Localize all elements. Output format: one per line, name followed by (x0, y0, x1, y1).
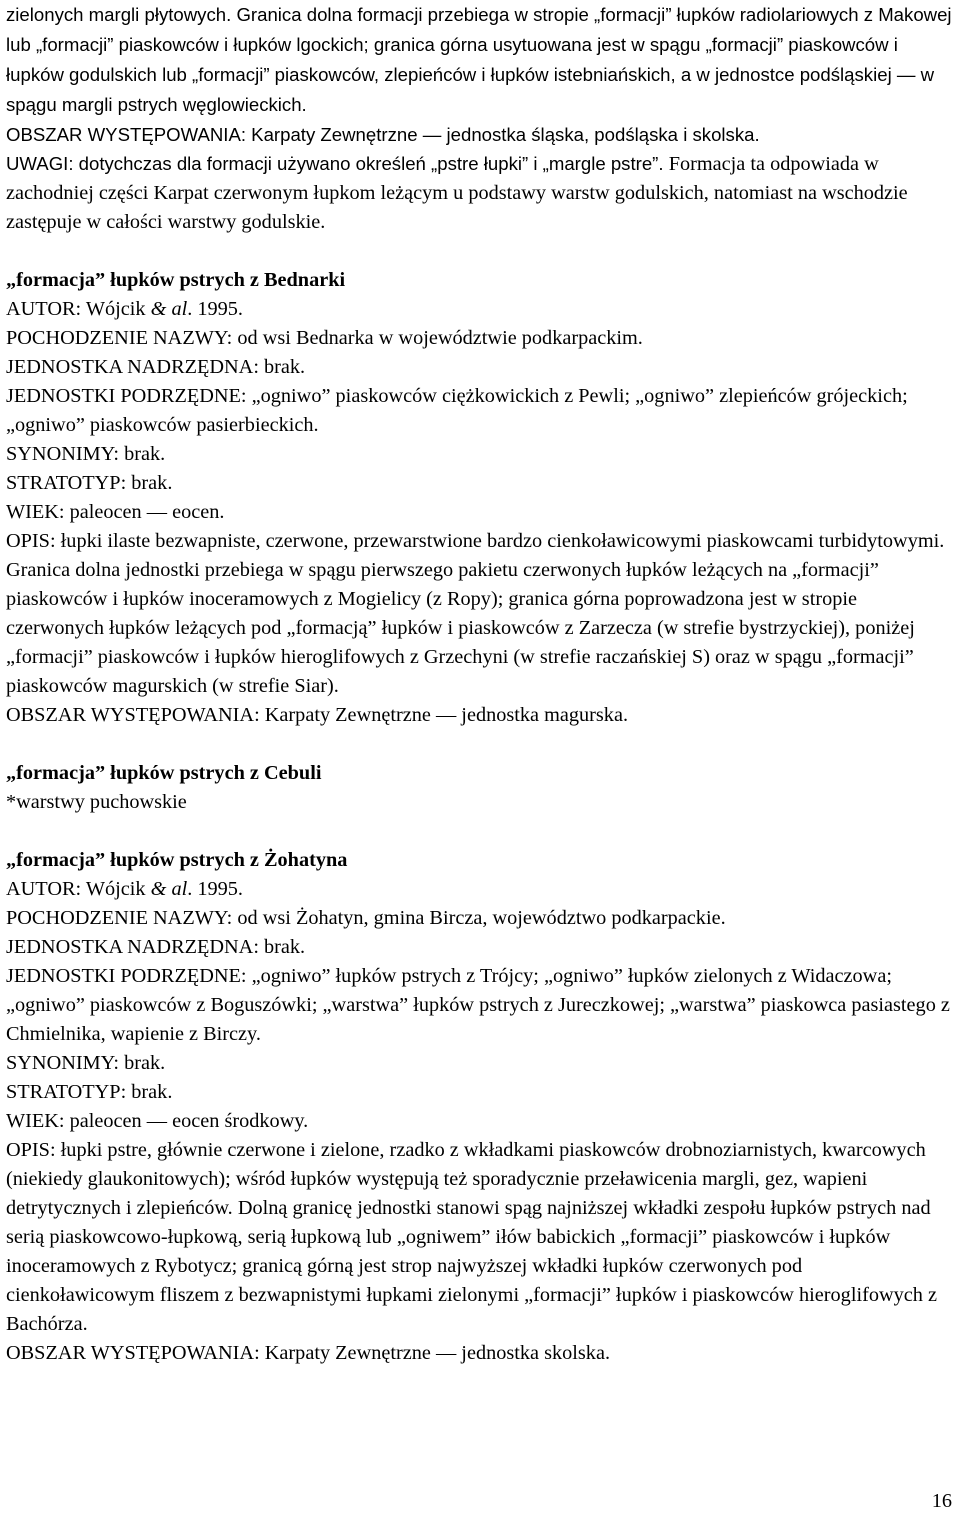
entry3-parent-unit: JEDNOSTKA NADRZĘDNA: brak. (6, 936, 306, 958)
page-number: 16 (931, 1490, 952, 1512)
entry3-subunits: JEDNOSTKI PODRZĘDNE: „ogniwo” łupków pstrych z Trójcy; „ogniwo” łupków zielonych z Widaczowa; „ogniwo” piaskowców z Boguszówki; „warstwa” łupków pstrych z Jureczkowej; „warstwa” piaskowca pasiastego z Chmielnika, wapienie z Birczy. (6, 965, 950, 1045)
entry3-synonyms: SYNONIMY: brak. (6, 1052, 166, 1074)
entry1-parent-unit: JEDNOSTKA NADRZĘDNA: brak. (6, 356, 306, 378)
entry1-stratotype: STRATOTYP: brak. (6, 472, 173, 494)
entry1-age: WIEK: paleocen — eocen. (6, 501, 225, 523)
author-etal: & al (150, 878, 188, 900)
entry-title-zohatyn: „formacja” łupków pstrych z Żohatyna (6, 849, 348, 871)
entry3-author (6, 875, 952, 904)
intro-occurrence-area: OBSZAR WYSTĘPOWANIA: Karpaty Zewnętrzne — jednostka śląska, podśląska i skolska. (6, 124, 760, 145)
entry3-occurrence-area: OBSZAR WYSTĘPOWANIA: Karpaty Zewnętrzne — jednostka skolska. (6, 1342, 611, 1364)
entry3-age: WIEK: paleocen — eocen środkowy. (6, 1110, 309, 1132)
entry1-description (6, 527, 952, 701)
author-label: AUTOR: Wójcik (6, 298, 151, 320)
author-etal: & al (150, 298, 188, 320)
document-page (6, 0, 952, 1368)
author-year: . 1995. (187, 298, 243, 320)
description-text-b: Granica dolna jednostki przebiega w spągu pierwszego pakietu czerwonych łupków leżących na „formacji” piaskowców i łupków inoceramowych z Mogielicy (z Ropy); granica górna poprowadzona jest w stropie czerwonych łupków leżących pod „formacją” łupków i piaskowców z Zarzecza (w strefie bystrzyckiej), poniżej „formacji” piaskowców i łupków hieroglifowych z Grzechyni (w strefie raczańskiej S) oraz w spągu „formacji” piaskowców magurskich (w strefie Siar). (6, 559, 915, 697)
author-year: . 1995. (187, 878, 243, 900)
entry1-name-origin: POCHODZENIE NAZWY: od wsi Bednarka w województwie podkarpackim. (6, 327, 643, 349)
intro-remarks-text: Formacja ta odpowiada w zachodniej części Karpat czerwonym łupkom leżącym u podstawy warstw godulskich, natomiast na wschodzie zastępuje w całości warstwy godulskie. (6, 153, 908, 233)
spacer (6, 237, 952, 266)
spacer (6, 817, 952, 846)
intro-remarks-label: UWAGI: dotychczas dla formacji używano określeń „pstre łupki” i „margle pstre”. (6, 153, 669, 174)
author-label: AUTOR: Wójcik (6, 878, 151, 900)
entry-title-bednarka: „formacja” łupków pstrych z Bednarki (6, 269, 346, 291)
entry1-occurrence-area: OBSZAR WYSTĘPOWANIA: Karpaty Zewnętrzne — jednostka magurska. (6, 704, 629, 726)
entry1-synonyms: SYNONIMY: brak. (6, 443, 166, 465)
intro-text-boundaries: Granica dolna formacji przebiega w stropie „formacji” łupków radiolariowych z Makowej lub „formacji” piaskowców i łupków lgockich; granica górna usytuowana jest w spągu „formacji” piaskowców i łupków godulskich lub „formacji” piaskowców, zlepieńców i łupków istebniańskich, a w jednostce podśląskiej — w spągu margli pstrych węglowieckich. (6, 4, 952, 115)
entry3-stratotype: STRATOTYP: brak. (6, 1081, 173, 1103)
description-text-a: OPIS: łupki ilaste bezwapniste, czerwone, przewarstwione bardzo cienkoławicowymi piaskowcami turbidytowymi. (6, 530, 945, 552)
intro-remarks (6, 149, 952, 237)
intro-text-start: zielonych margli płytowych. (6, 4, 237, 25)
spacer (6, 730, 952, 759)
entry3-name-origin: POCHODZENIE NAZWY: od wsi Żohatyn, gmina Bircza, województwo podkarpackie. (6, 907, 726, 929)
entry2-reference: *warstwy puchowskie (6, 791, 187, 813)
entry1-author (6, 295, 952, 324)
entry-title-cebula: „formacja” łupków pstrych z Cebuli (6, 762, 322, 784)
entry1-subunits: JEDNOSTKI PODRZĘDNE: „ogniwo” piaskowców ciężkowickich z Pewli; „ogniwo” zlepieńców grójeckich; „ogniwo” piaskowców pasierbieckich. (6, 385, 908, 436)
intro-paragraph (6, 0, 952, 120)
entry3-description: OPIS: łupki pstre, głównie czerwone i zielone, rzadko z wkładkami piaskowców drobnoziarnistych, kwarcowych (niekiedy glaukonitowych); wśród łupków występują też sporadycznie przeławicenia margli, gez, wapieni detrytycznych i zlepieńców. Dolną granicę jednostki stanowi spąg najniższej wkładki zespołu łupków pstrych nad serią piaskowcowo-łupkową, serią łupkową lub „ogniwem” iłów babickich „formacji” piaskowców i łupków inoceramowych z Rybotycz; granicą górną jest strop najwyższej wkładki łupków czerwonych pod cienkoławicowym fliszem z bezwapnistymi łupkami zielonymi „formacji” łupków i piaskowców hieroglifowych z Bachórza. (6, 1139, 937, 1335)
